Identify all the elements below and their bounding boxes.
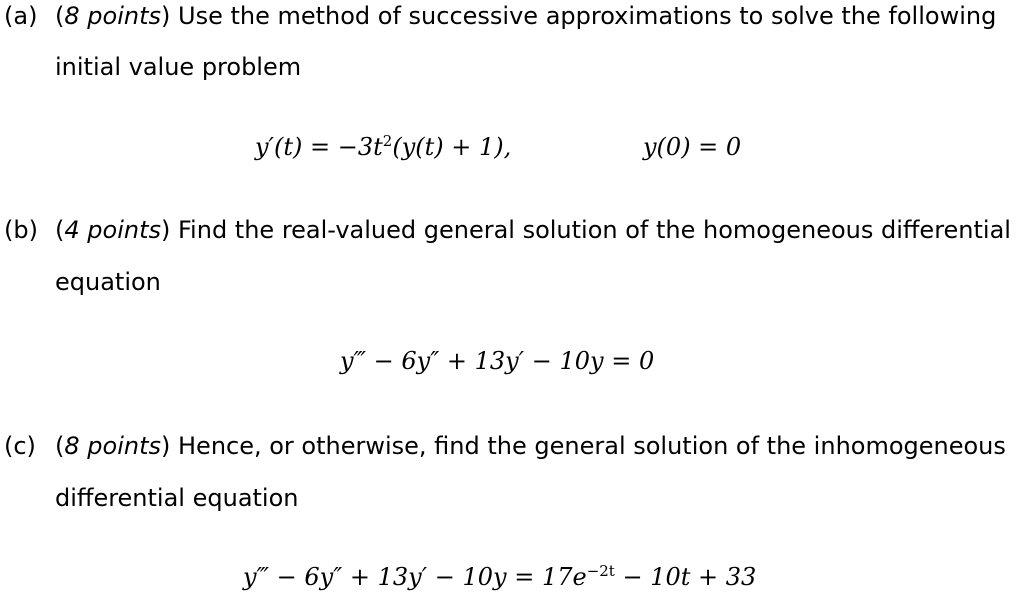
part-b-text-line2-row: [55, 267, 161, 297]
part-a-text-line1: Use the method of successive approximations to solve the following: [178, 2, 997, 30]
part-c-eq-rhs: − 10t + 33: [614, 563, 757, 591]
part-a-points-close: ): [160, 2, 171, 30]
part-b-label: (b): [4, 216, 38, 244]
part-a-text-line2: initial value problem: [55, 53, 302, 81]
part-a-label: (a): [4, 2, 38, 30]
part-c-equation: [243, 562, 756, 592]
part-c-text-line2-row: [55, 483, 299, 513]
part-b-equation: y‴ − 6y″ + 13y′ − 10y = 0: [340, 347, 655, 375]
part-a-points: 8 points: [64, 2, 161, 30]
part-b-points: 4 points: [64, 216, 161, 244]
part-b-text-line1: Find the real-valued general solution of the homogeneous differential: [178, 216, 1011, 244]
part-c-points: 8 points: [64, 432, 161, 460]
part-a-equation: [255, 132, 511, 162]
part-c-points-open: (: [55, 432, 65, 460]
part-c-text-line1: Hence, or otherwise, find the general solution of the inhomogeneous: [178, 432, 1006, 460]
part-a-eq-exp: 2: [382, 132, 393, 150]
part-c-label: (c): [4, 432, 36, 460]
part-c-eq-exp: −2t: [586, 562, 615, 580]
part-a-initial-condition: y(0) = 0: [643, 133, 742, 161]
part-a-text-line2-row: [55, 52, 301, 82]
part-b-text-line2: equation: [55, 268, 161, 296]
part-a-eq-lhs: y′(t) = −3t: [255, 133, 383, 161]
part-c-points-close: ): [160, 432, 171, 460]
part-a-eq-rhs: (y(t) + 1),: [392, 133, 512, 161]
part-c-eq-lhs: y‴ − 6y″ + 13y′ − 10y = 17e: [243, 563, 587, 591]
part-b-points-open: (: [55, 216, 65, 244]
part-a-points-open: (: [55, 2, 65, 30]
part-c-text-line2: differential equation: [55, 484, 299, 512]
part-b-points-close: ): [160, 216, 171, 244]
